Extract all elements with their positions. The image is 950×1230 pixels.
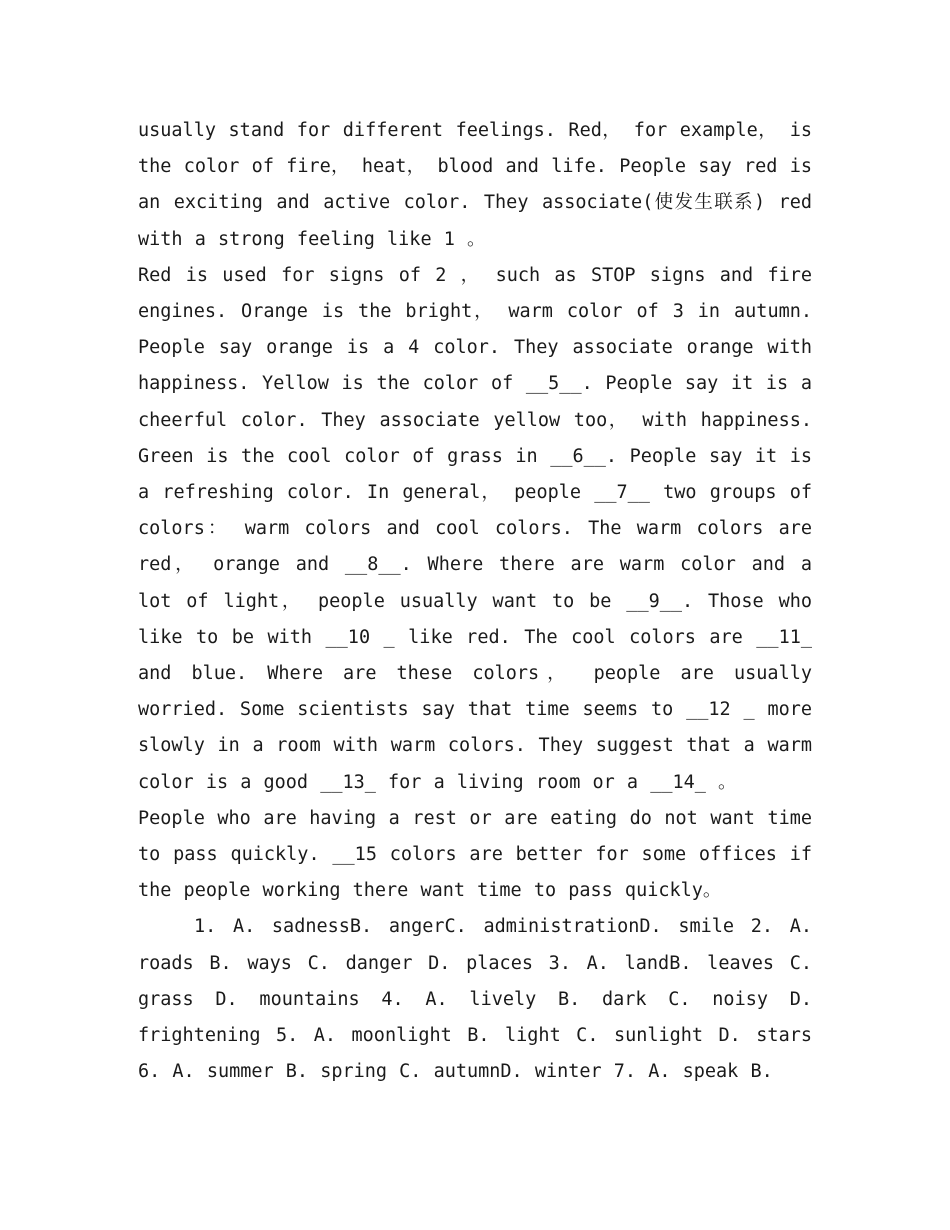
paragraph-colors-closing: People who are having a rest or are eating do not want time to pass quickly. __15 colors are better for some offices if the people working there want time to pass quickly。	[138, 807, 812, 902]
paragraph-colors-intro: usually stand for different feelings. Red， for example， is the color of fire， heat， blood and life. People say red is an exciting and active color. They associate(使发生联系) red with a strong feeling like 1 。	[138, 120, 812, 250]
paragraph-colors-body: Red is used for signs of 2 ， such as STOP signs and fire engines. Orange is the bright， warm color of 3 in autumn. People say orange is a 4 color. They associate orange with happiness. Yellow is the color of __5__. People say it is a cheerful color. They associate yellow too， with happiness. Green is the cool color of grass in __6__. People say it is a refreshing color. In general， people __7__ two groups of colors： warm colors and cool colors. The warm colors are red， orange and __8__. Where there are warm color and a lot of light， people usually want to be __9__. Those who like to be with __10 _ like red. The cool colors are __11_ and blue. Where are these colors， people are usually worried. Some scientists say that time seems to __12 _ more slowly in a room with warm colors. They suggest that a warm color is a good __13_ for a living room or a __14_ 。	[138, 264, 812, 793]
document-page	[138, 113, 812, 1090]
paragraph-answer-options: 1. A. sadnessB. angerC. administrationD. smile 2. A. roads B. ways C. danger D. places 3. A. landB. leaves C. grass D. mountains 4. A. lively B. dark C. noisy D. frightening 5. A. moonlight B. light C. sunlight D. stars 6. A. summer B. spring C. autumnD. winter 7. A. speak B.	[138, 916, 812, 1083]
